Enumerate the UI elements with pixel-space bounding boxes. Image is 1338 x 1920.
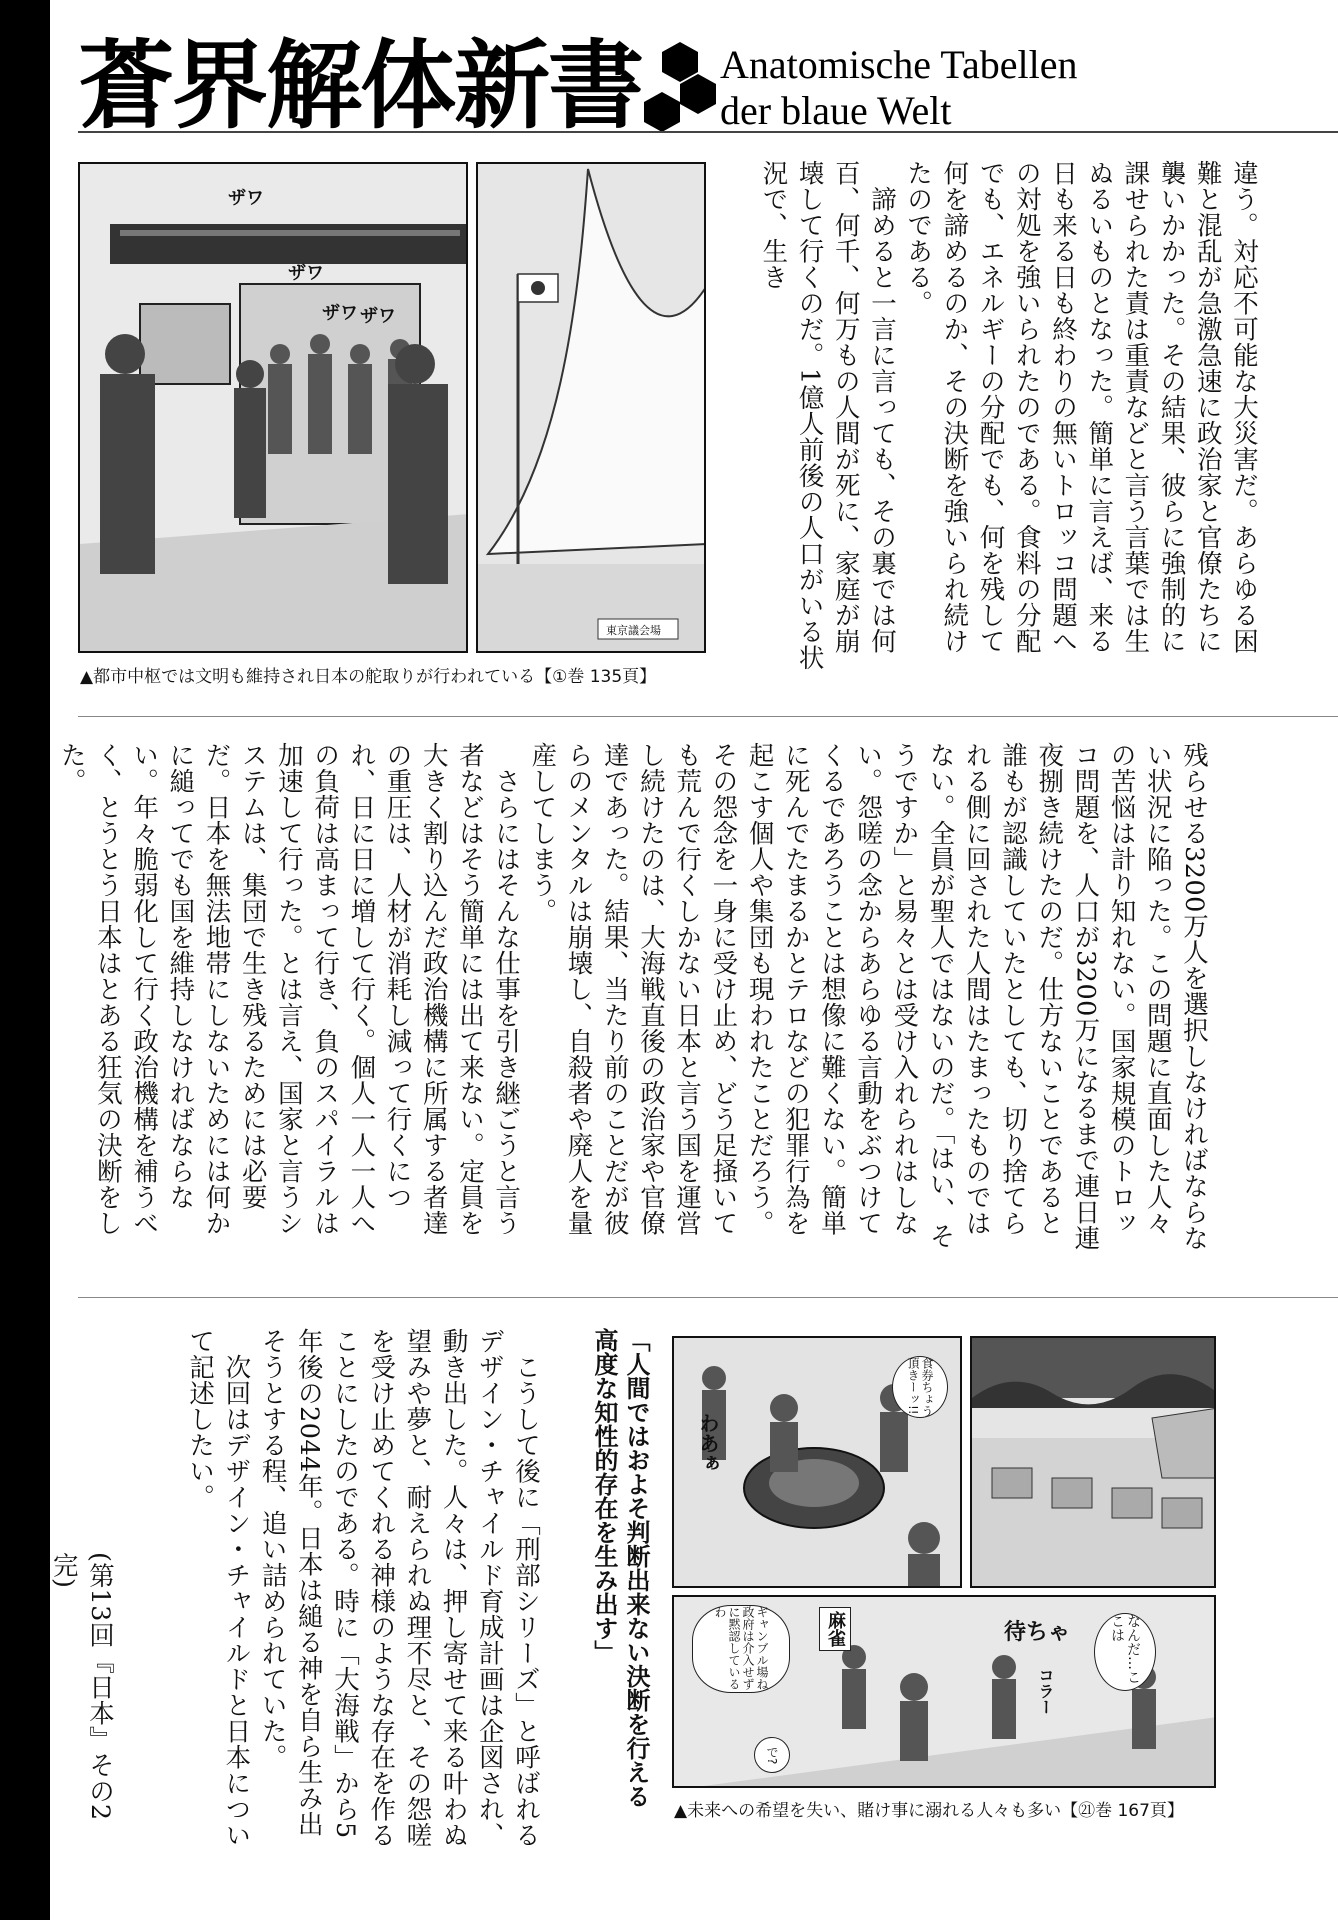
sfx-zawa-1: ザワ — [228, 188, 264, 209]
speech-bubble-ticket: 食券ちょう頂きーッ!! — [892, 1356, 948, 1418]
paragraph-top-2: 諦めると一言に言っても、その裏では何百、何千、何万もの人間が死に、家庭が崩壊して行くのだ。1億人前後の人口がいる状況で、生き — [758, 160, 897, 671]
paragraph-top-1: 違う。対応不可能な大災害だ。あらゆる困難と混乱が急激急速に政治家と官僚たちに襲いかかった。その結果、彼らに強制的に課せられた責は重責などと言う言葉では生ぬるいものとなった。簡単に言えば、来る日も来る日も終わりの無いトロッコ問題への対処を強いられたのである。食料の分配でも、エネルギーの分配でも、何を残して何を諦めるのか、その決断を強いられ続けたのである。 — [903, 160, 1259, 654]
manga-panel-tower — [476, 162, 706, 653]
manga-panel-market — [970, 1336, 1216, 1588]
page-title-german — [720, 42, 1077, 134]
quote-line-1: 「人間ではおよそ判断出来ない決断を行える — [622, 1328, 650, 1808]
caption-bottom-panels: ▲未来への希望を失い、賭け事に溺れる人々も多い【㉑巻 167頁】 — [674, 1801, 1184, 1821]
series-end-note: (第13回『日本』その2 完) — [48, 1552, 115, 1821]
page-title-japanese: 蒼界解体新書 — [78, 29, 642, 142]
sfx-kora: コラー — [1036, 1667, 1055, 1715]
sfx-zawa-2: ザワ — [288, 263, 324, 284]
text-column-bottom — [146, 1328, 544, 1858]
text-column-middle — [56, 742, 1212, 1260]
illustration-outdoor-market — [972, 1338, 1216, 1588]
section-divider-2 — [78, 1297, 1338, 1298]
manga-panel-chase — [672, 1595, 1216, 1788]
section-divider-1 — [78, 716, 1338, 717]
paragraph-bottom-2: 次回はデザイン・チャイルドと日本について記述したい。 — [185, 1328, 252, 1848]
header-rule — [78, 131, 1338, 133]
sfx-machya: 待ちゃ — [1004, 1620, 1071, 1645]
paragraph-bottom-1: こうして後に「刑部シリーズ」と呼ばれるデザイン・チャイルド育成計画は企図され、動き出した。人々は、押し寄せて来る叶わぬ望みや夢と、耐えられぬ理不尽と、その怨嗟を受け止めてくれる神様のような存在を作ることにしたのである。時に「大海戦」から5年後の2044年。日本は縋る神を自ら生み出そうとする程、追い詰められていた。 — [257, 1328, 541, 1848]
building-sign: 東京議会場 — [606, 624, 661, 637]
caption-top-panels: ▲都市中枢では文明も維持され日本の舵取りが行われている【①巻 135頁】 — [80, 667, 657, 687]
paragraph-middle-1: 残らせる3200万人を選択しなければならない状況に陥った。この問題に直面した人々の苦悩は計り知れない。国家規模のトロッコ問題を、人口が3200万になるまで連日連夜捌き続けたのだ。仕方ないことであると誰もが認識していたとしても、切り捨てられる側に回された人間はたまったものではない。全員が聖人ではないのだ。「はい、そうですか」と易々とは受け入れられはしない。怨嗟の念からあらゆる言動をぶつけてくるであろうことは想像に難くない。簡単に死んでたまるかとテロなどの犯罪行為を起こす個人や集団も現われたことだろう。その怨念を一身に受け止め、どう足掻いても荒んで行くしかない日本と言う国を運営し続けたのは、大海戦直後の政治家や官僚達であった。結果、当たり前のことだが彼らのメンタルは崩壊し、自殺者や廃人を量産してしまう。 — [527, 742, 1209, 1251]
sfx-waa: わあぁ — [696, 1413, 720, 1473]
sign-mahjong: 麻雀 — [819, 1607, 851, 1651]
manga-panel-gambling — [672, 1336, 962, 1588]
paragraph-middle-2: さらにはそんな仕事を引き継ごうと言う者などはそう簡単には出て来ない。定員を大きく割り込んだ政治機構に所属する者達の重圧は、人材が消耗し減って行くにつれ、日に日に増して行く。個人一人一人への負荷は高まって行き、負のスパイラルは加速して行った。とは言え、国家と言うシステムは、集団で生き残るためには必要だ。日本を無法地帯にしないためには何かに縋ってでも国を維持しなければならない。年々脆弱化して行く政治機構を補うべく、とうとう日本はとある狂気の決断をした。 — [56, 742, 522, 1236]
black-spine-bar — [0, 0, 50, 1920]
speech-bubble-de: で? — [754, 1737, 790, 1773]
title-de-line2: der blaue Welt — [720, 88, 952, 133]
quote-line-2: 高度な知性的存在を生み出す」 — [590, 1328, 618, 1664]
sfx-zawa-4: ザワ — [360, 306, 396, 327]
manga-panel-council-hall — [78, 162, 468, 653]
title-de-line1: Anatomische Tabellen — [720, 42, 1078, 87]
hexagon-logo-icon — [640, 40, 720, 136]
speech-bubble-gamble: ギャンブル場ね政府は介入せずに黙認しているわ — [692, 1605, 790, 1693]
text-column-top — [722, 160, 1262, 678]
quote-callout — [572, 1328, 652, 1808]
sfx-zawa-3: ザワ — [322, 303, 358, 324]
illustration-council-hall — [80, 164, 468, 653]
illustration-tower-building — [478, 164, 706, 653]
speech-bubble-nanda: なんだ…ここは — [1094, 1613, 1156, 1691]
